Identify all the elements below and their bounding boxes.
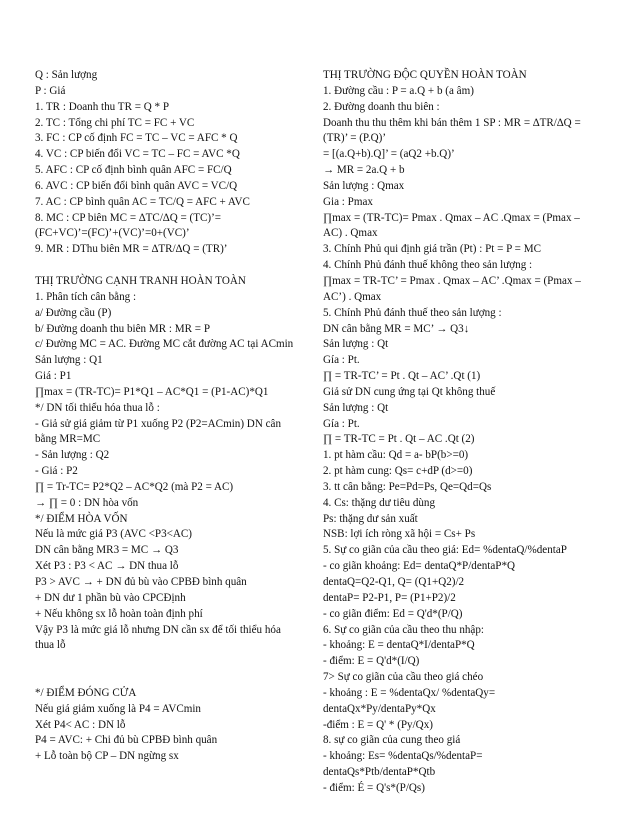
text-line: 7> Sự co giãn của cầu theo giá chéo [323,671,484,684]
text-line: 7. AC : CP bình quân AC = TC/Q = AFC + AVC [35,195,250,208]
text-line: */ ĐIỂM HÒA VỐN [35,512,128,525]
text-line: 3. tt cân bằng: Pe=Pd=Ps, Qe=Qd=Qs [323,480,492,493]
text-line: 5. Chính Phủ đánh thuế theo sản lượng : [323,306,502,319]
text-line: DN cân bằng MR3 = MC → Q3 [35,544,179,557]
text-line: Sản lượng : Qt [323,401,389,414]
text-line: 2. pt hàm cung: Qs= c+dP (d>=0) [323,465,473,478]
text-line: 9. MR : DThu biên MR = ∆TR/∆Q = (TR)’ [35,243,228,256]
text-line: + Nếu không sx lỗ hoàn toàn định phí [35,607,203,620]
text-line: AC’) . Qmax [323,290,382,303]
text-line: dentaQs*Ptb/dentaP*Qtb [323,766,436,779]
text-line: - Giả sử giá giảm từ P1 xuống P2 (P2=ACmin) DN cân [35,417,281,430]
text-line: - điểm: E = Q'd*(I/Q) [323,655,420,668]
text-line: Giả sử DN cung ứng tại Qt không thuế [323,385,496,398]
text-line: ∏ = TR-TC = Pt . Qt – AC .Qt (2) [323,433,475,446]
text-line: ∏max = TR-TC’ = Pmax . Qmax – AC’ .Qmax = (Pmax – [323,274,581,287]
text-line: Giá : P1 [35,370,72,383]
text-line: ∏max = (TR-TC)= Pmax . Qmax – AC .Qmax = (Pmax – [323,211,580,224]
text-line: - khoảng : E = %dentaQx/ %dentaQy= [323,686,496,699]
text-line: dentaP= P2-P1, P= (P1+P2)/2 [323,591,456,604]
text-line: 1. TR : Doanh thu TR = Q * P [35,100,170,113]
text-line: Gía : Pt. [323,354,360,367]
text-line: P3 > AVC → + DN đủ bù vào CPBĐ bình quân [35,576,247,588]
text-line: 6. Sự co giãn của cầu theo thu nhập: [323,623,484,636]
text-line: dentaQx*Py/dentaPy*Qx [323,702,436,715]
right-column [323,68,605,797]
text-line: a/ Đường cầu (P) [35,306,112,319]
text-line: P : Giá [35,84,66,97]
text-line: (TR)’ = (P.Q)’ [323,132,387,145]
text-line: Xét P3 : P3 < AC → DN thua lỗ [35,560,179,573]
text-line: 4. Cs: thặng dư tiêu dùng [323,496,436,509]
text-line: dentaQ=Q2-Q1, Q= (Q1+Q2)/2 [323,576,465,588]
text-line: ∏ = TR-TC’ = Pt . Qt – AC’ .Qt (1) [323,370,481,383]
text-line: 6. AVC : CP biến đổi bình quân AVC = VC/Q [35,179,238,192]
text-line: - khoảng: Es= %dentaQs/%dentaP= [323,750,483,763]
text-line: THỊ TRƯỜNG ĐỘC QUYỀN HOÀN TOÀN [323,69,527,81]
text-line: = [(a.Q+b).Q]’ = (aQ2 +b.Q)’ [323,148,455,161]
text-line: Doanh thu thu thêm khi bán thêm 1 SP : MR = ∆TR/∆Q = [323,116,581,129]
text-line: (FC+VC)’=(FC)’+(VC)’=0+(VC)’ [35,227,190,240]
text-line: 1. Phân tích cân bằng : [35,290,137,303]
text-line: - co giãn khoảng: Ed= dentaQ*P/dentaP*Q [323,560,516,573]
text-line: → ∏ = 0 : DN hòa vốn [35,496,139,509]
text-line: Sản lượng : Qt [323,338,389,351]
text-line: Sản lượng : Q1 [35,354,103,367]
text-line: c/ Đường MC = AC. Đường MC cắt đường AC tại ACmin [35,338,294,351]
text-line: + Lỗ toàn bộ CP – DN ngừng sx [35,750,179,763]
text-line: 3. FC : CP cố định FC = TC – VC = AFC * Q [35,132,238,145]
text-line: + DN dư 1 phần bù vào CPCĐịnh [35,591,186,604]
text-line: ∏max = (TR-TC)= P1*Q1 – AC*Q1 = (P1-AC)*Q1 [35,385,269,398]
text-line: - điểm: É = Q's*(P/Qs) [323,781,425,794]
text-line: 8. sự co giãn của cung theo giá [323,734,461,747]
text-line: 8. MC : CP biên MC = ∆TC/∆Q = (TC)’= [35,211,222,224]
text-line: - Giá : P2 [35,465,78,478]
text-line: - khoảng: E = dentaQ*I/dentaP*Q [323,639,475,652]
left-column [35,68,307,765]
text-line: -điểm : E = Q' * (Py/Qx) [323,718,433,731]
text-line: Nếu là mức giá P3 (AVC <P3<AC) [35,528,192,541]
text-line: 5. AFC : CP cố định bình quân AFC = FC/Q [35,164,232,177]
text-line: Gía : Pt. [323,417,360,430]
blank-line [35,670,307,686]
text-line: Gia : Pmax [323,195,373,208]
text-line: NSB: lợi ích ròng xã hội = Cs+ Ps [323,528,476,541]
text-line: bằng MR=MC [35,433,101,446]
text-line: DN cân bằng MR = MC’ → Q3↓ [323,322,470,335]
text-line: - Sản lượng : Q2 [35,449,110,462]
text-line: 5. Sự co giãn của cầu theo giá: Ed= %dentaQ/%dentaP [323,544,567,557]
text-line: 2. Đường doanh thu biên : [323,100,440,113]
text-line: → MR = 2a.Q + b [323,164,405,177]
text-line: Nếu giá giảm xuống là P4 = AVCmin [35,702,201,715]
text-line: Q : Sản lượng [35,69,98,81]
text-line: P4 = AVC: + Chi đủ bù CPBĐ bình quân [35,734,218,747]
text-line: 2. TC : Tổng chi phí TC = FC + VC [35,116,195,129]
text-line: */ DN tối thiểu hóa thua lỗ : [35,401,160,414]
text-line: 1. Đường cầu : P = a.Q + b (a âm) [323,84,474,97]
text-line: ∏ = Tr-TC= P2*Q2 – AC*Q2 (mà P2 = AC) [35,480,234,493]
text-line: Ps: thặng dư sản xuất [323,512,418,525]
text-line: - co giãn điểm: Ed = Q'd*(P/Q) [323,607,463,620]
text-line: 4. Chính Phủ đánh thuế không theo sản lượng : [323,259,533,272]
text-line: 3. Chính Phủ qui định giá trần (Pt) : Pt = P = MC [323,243,541,256]
text-line: Xét P4< AC : DN lỗ [35,718,126,731]
text-line: b/ Đường doanh thu biên MR : MR = P [35,322,210,335]
text-line: 4. VC : CP biến đổi VC = TC – FC = AVC *Q [35,148,240,161]
text-line: THỊ TRƯỜNG CẠNH TRANH HOÀN TOÀN [35,274,246,287]
blank-line [35,654,307,670]
text-line: 1. pt hàm cầu: Qd = a- bP(b>=0) [323,449,469,462]
text-line: AC) . Qmax [323,227,378,240]
text-line: Vậy P3 là mức giá lỗ nhưng DN cần sx để tối thiểu hóa [35,623,281,636]
text-line: Sản lượng : Qmax [323,179,405,192]
blank-line [35,258,307,274]
text-line: thua lỗ [35,639,66,652]
text-line: */ ĐIỂM ĐÓNG CỬA [35,686,137,699]
